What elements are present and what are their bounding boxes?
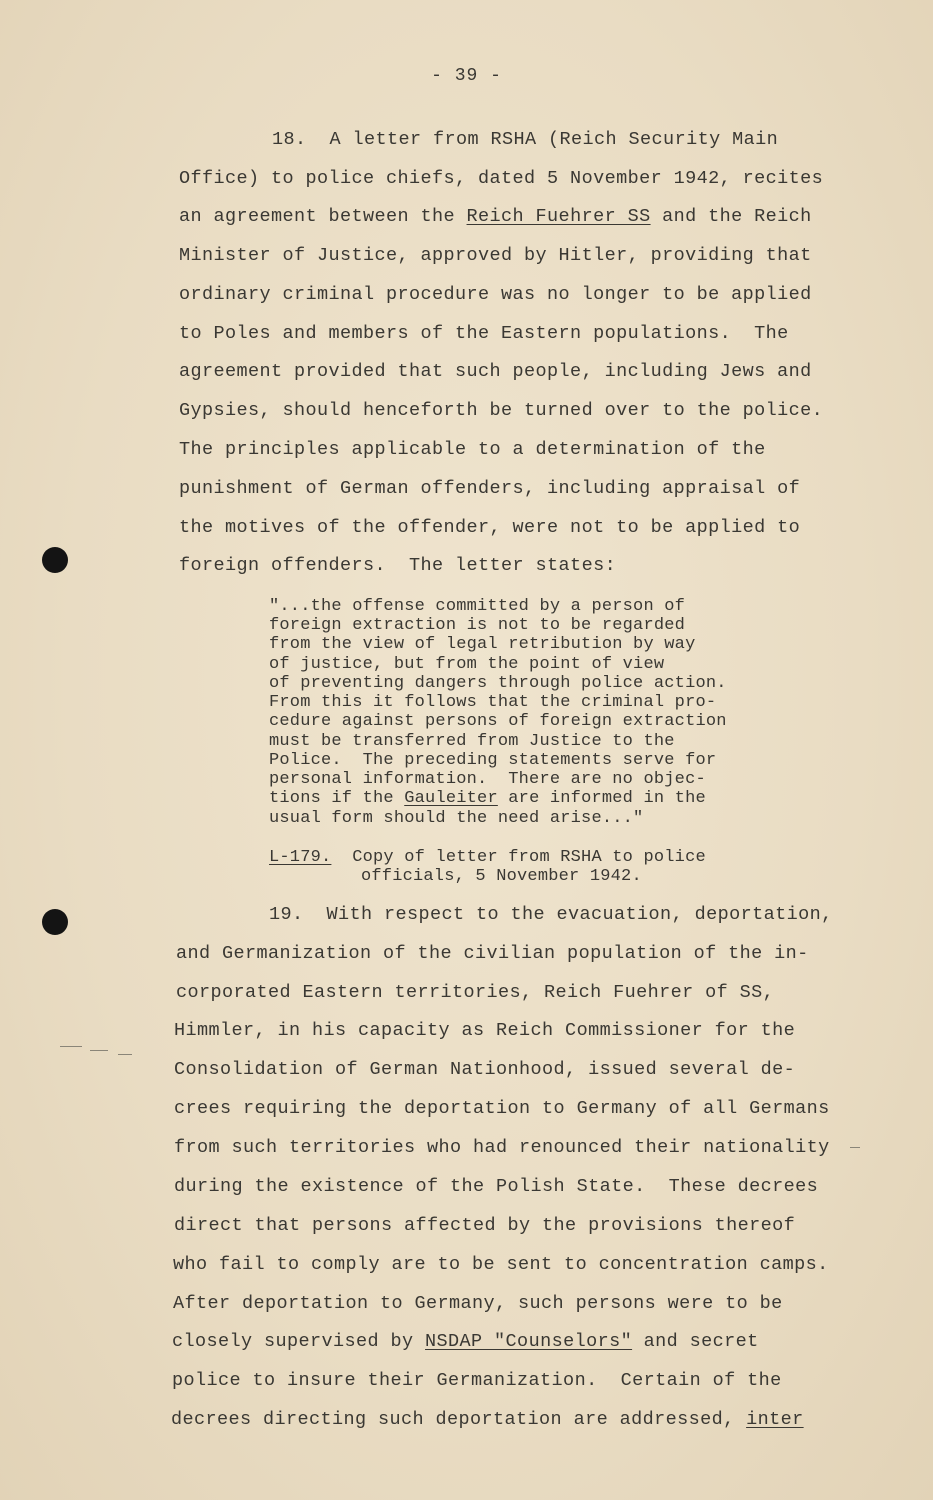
- quote-line: From this it follows that the criminal pro-: [269, 693, 717, 712]
- para19-line: 19. With respect to the evacuation, deportation,: [269, 904, 833, 925]
- para19-line: during the existence of the Polish State. These decrees: [174, 1176, 819, 1197]
- para19-line: Himmler, in his capacity as Reich Commissioner for the: [174, 1020, 796, 1041]
- para19-line: police to insure their Germanization. Certain of the: [172, 1370, 782, 1391]
- para19-line12-head: closely supervised by: [172, 1331, 426, 1352]
- para18-line: 18. A letter from RSHA (Reich Security Main: [272, 129, 779, 150]
- para19-line: and Germanization of the civilian population of the in-: [176, 943, 809, 964]
- citation-text: Copy of letter from RSHA to police: [331, 848, 706, 867]
- margin-mark: [850, 1147, 860, 1148]
- para18-line: foreign offenders. The letter states:: [179, 555, 617, 576]
- quote-line: must be transferred from Justice to the: [269, 732, 675, 751]
- underlined-reich-fuehrer-ss: Reich Fuehrer SS: [466, 206, 651, 227]
- citation-line: [269, 848, 706, 867]
- underlined-gauleiter: Gauleiter: [404, 789, 498, 808]
- para19-line14-head: decrees directing such deportation are addressed,: [171, 1409, 747, 1430]
- para18-line: to Poles and members of the Eastern populations. The: [179, 323, 789, 344]
- underlined-inter: inter: [746, 1409, 804, 1430]
- margin-mark: [60, 1046, 82, 1047]
- para19-line: from such territories who had renounced their nationality: [174, 1137, 830, 1158]
- margin-mark: [90, 1050, 108, 1051]
- citation-ref: L-179.: [269, 848, 332, 867]
- quote-line: Police. The preceding statements serve for: [269, 751, 717, 770]
- page-number: - 39 -: [431, 66, 502, 86]
- para18-line3-tail: and the Reich: [650, 206, 812, 227]
- para19-line: corporated Eastern territories, Reich Fuehrer of SS,: [176, 982, 775, 1003]
- punch-hole-upper: [42, 547, 68, 573]
- para19-line: [171, 1409, 804, 1430]
- para18-line: [179, 206, 812, 227]
- para18-line: The principles applicable to a determination of the: [179, 439, 766, 460]
- quote-line: personal information. There are no objec-: [269, 770, 706, 789]
- para19-line: [172, 1331, 759, 1352]
- punch-hole-lower: [42, 909, 68, 935]
- para18-line3-head: an agreement between the: [179, 206, 467, 227]
- para18-line: Gypsies, should henceforth be turned over to the police.: [179, 400, 824, 421]
- underlined-nsdap-counselors: NSDAP "Counselors": [425, 1331, 633, 1352]
- para19-line: Consolidation of German Nationhood, issued several de-: [174, 1059, 796, 1080]
- quote-line: "...the offense committed by a person of: [269, 597, 686, 616]
- quote-line11-tail: are informed in the: [497, 789, 706, 808]
- para18-line: the motives of the offender, were not to be applied to: [179, 517, 801, 538]
- citation-line: officials, 5 November 1942.: [361, 867, 642, 886]
- quote-line: of justice, but from the point of view: [269, 655, 665, 674]
- quote-line: from the view of legal retribution by way: [269, 635, 696, 654]
- quote-line: [269, 789, 706, 808]
- para19-line: who fail to comply are to be sent to concentration camps.: [173, 1254, 829, 1275]
- para19-line: After deportation to Germany, such persons were to be: [173, 1293, 783, 1314]
- para19-line: direct that persons affected by the provisions thereof: [174, 1215, 796, 1236]
- para18-line: Minister of Justice, approved by Hitler, providing that: [179, 245, 812, 266]
- quote-line11-head: tions if the: [269, 789, 405, 808]
- quote-line: of preventing dangers through police action.: [269, 674, 727, 693]
- margin-mark: [118, 1054, 132, 1055]
- quote-line: foreign extraction is not to be regarded: [269, 616, 686, 635]
- para18-line: ordinary criminal procedure was no longer to be applied: [179, 284, 812, 305]
- quote-line: cedure against persons of foreign extraction: [269, 712, 727, 731]
- para18-line: Office) to police chiefs, dated 5 November 1942, recites: [179, 168, 824, 189]
- para19-line: crees requiring the deportation to Germany of all Germans: [174, 1098, 830, 1119]
- para18-line: punishment of German offenders, including appraisal of: [179, 478, 801, 499]
- para18-line: agreement provided that such people, including Jews and: [179, 361, 812, 382]
- quote-line: usual form should the need arise...": [269, 809, 644, 828]
- para19-line12-tail: and secret: [632, 1331, 759, 1352]
